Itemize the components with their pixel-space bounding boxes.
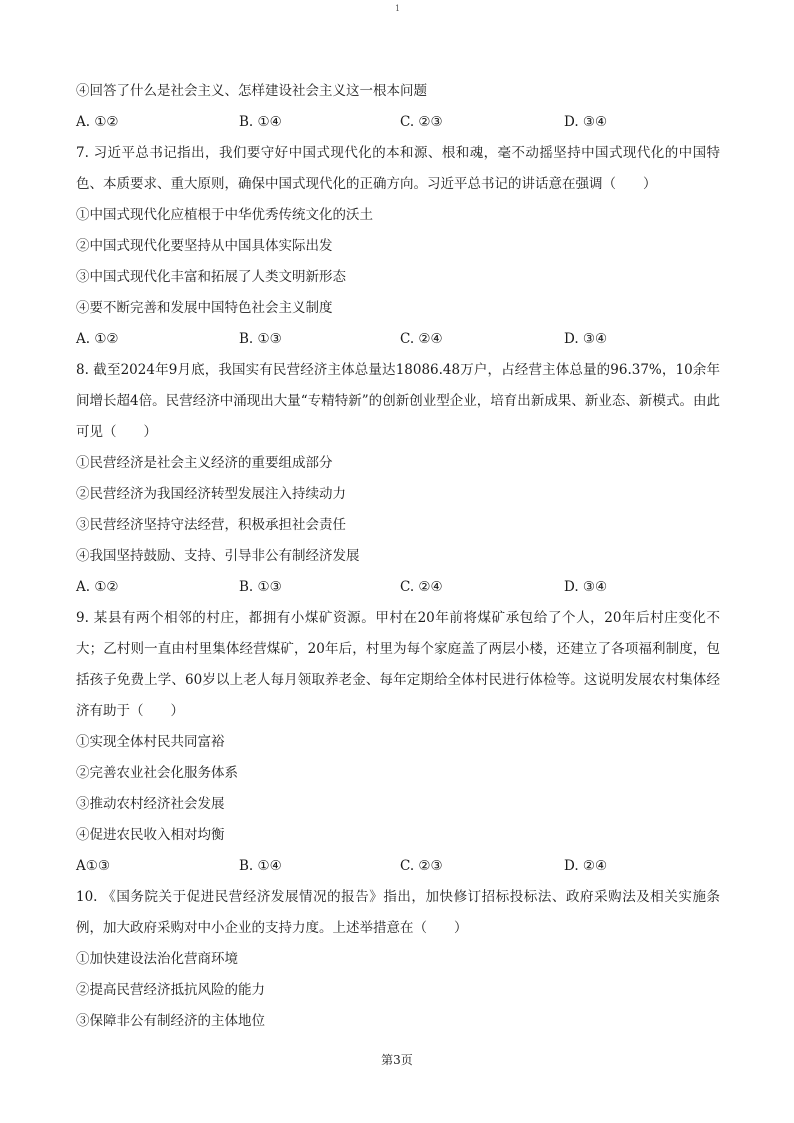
answer-option: C. ②④	[400, 331, 443, 347]
answer-option: C. ②④	[400, 579, 443, 595]
statement-line: ①实现全体村民共同富裕	[76, 734, 225, 750]
question-stem: 10. 《国务院关于促进民营经济发展情况的报告》指出，加快修订招标投标法、政府采购法及相关实施条例，加大政府采购对中小企业的支持力度。上述举措意在（ ）	[76, 889, 720, 936]
answer-option: A. ①②	[76, 114, 119, 130]
statement-line: ④我国坚持鼓励、支持、引导非公有制经济发展	[76, 548, 360, 564]
statement-line: ①中国式现代化应植根于中华优秀传统文化的沃土	[76, 207, 373, 223]
answer-option: A. ①②	[76, 331, 119, 347]
statement-line: ④回答了什么是社会主义、怎样建设社会主义这一根本问题	[76, 83, 427, 99]
statement-line: ②提高民营经济抵抗风险的能力	[76, 982, 265, 998]
answer-option: B. ①③	[239, 331, 282, 347]
answer-options	[76, 107, 720, 138]
answer-option: B. ①③	[239, 579, 282, 595]
statement-line: ③保障非公有制经济的主体地位	[76, 1013, 265, 1029]
statement-line: ②民营经济为我国经济转型发展注入持续动力	[76, 486, 346, 502]
answer-option: B. ①④	[239, 858, 282, 874]
statement-line: ④要不断完善和发展中国特色社会主义制度	[76, 300, 333, 316]
statement-line: ③推动农村经济社会发展	[76, 796, 225, 812]
question-content	[76, 76, 720, 1037]
question-stem: 7. 习近平总书记指出，我们要守好中国式现代化的本和源、根和魂，毫不动摇坚持中国式现代化的中国特色、本质要求、重大原则，确保中国式现代化的正确方向。习近平总书记的讲话意在强调（ ）	[76, 145, 720, 192]
statement-line: ②完善农业社会化服务体系	[76, 765, 238, 781]
answer-options	[76, 851, 720, 882]
statement-line: ②中国式现代化要坚持从中国具体实际出发	[76, 238, 333, 254]
answer-option: D. ③④	[564, 331, 608, 347]
answer-option: C. ②③	[400, 114, 443, 130]
answer-option: D. ③④	[564, 579, 608, 595]
answer-option: D. ③④	[564, 114, 608, 130]
page-number: 第3页	[381, 1053, 413, 1067]
page-top-mark: 1	[395, 4, 401, 13]
statement-line: ①民营经济是社会主义经济的重要组成部分	[76, 455, 333, 471]
answer-option: B. ①④	[239, 114, 282, 130]
statement-line: ③民营经济坚持守法经营，积极承担社会责任	[76, 517, 346, 533]
answer-option: A①③	[76, 858, 110, 874]
answer-options	[76, 572, 720, 603]
answer-option: C. ②③	[400, 858, 443, 874]
answer-options	[76, 324, 720, 355]
statement-line: ①加快建设法治化营商环境	[76, 951, 238, 967]
question-stem: 8. 截至2024年9月底，我国实有民营经济主体总量达18086.48万户，占经营主体总量的96.37%，10余年间增长超4倍。民营经济中涌现出大量“专精特新”的创新创业型企业，培育出新成果、新业态、新模式。由此可见（ ）	[76, 362, 720, 440]
statement-line: ④促进农民收入相对均衡	[76, 827, 225, 843]
answer-option: D. ②④	[564, 858, 608, 874]
statement-line: ③中国式现代化丰富和拓展了人类文明新形态	[76, 269, 346, 285]
answer-option: A. ①②	[76, 579, 119, 595]
question-stem: 9. 某县有两个相邻的村庄，都拥有小煤矿资源。甲村在20年前将煤矿承包给了个人，20年后村庄变化不大；乙村则一直由村里集体经营煤矿，20年后，村里为每个家庭盖了两层小楼，还建立了各项福利制度，包括孩子免费上学、60岁以上老人每月领取养老金、每年定期给全体村民进行体检等。这说明发展农村集体经济有助于（ ）	[76, 610, 720, 719]
